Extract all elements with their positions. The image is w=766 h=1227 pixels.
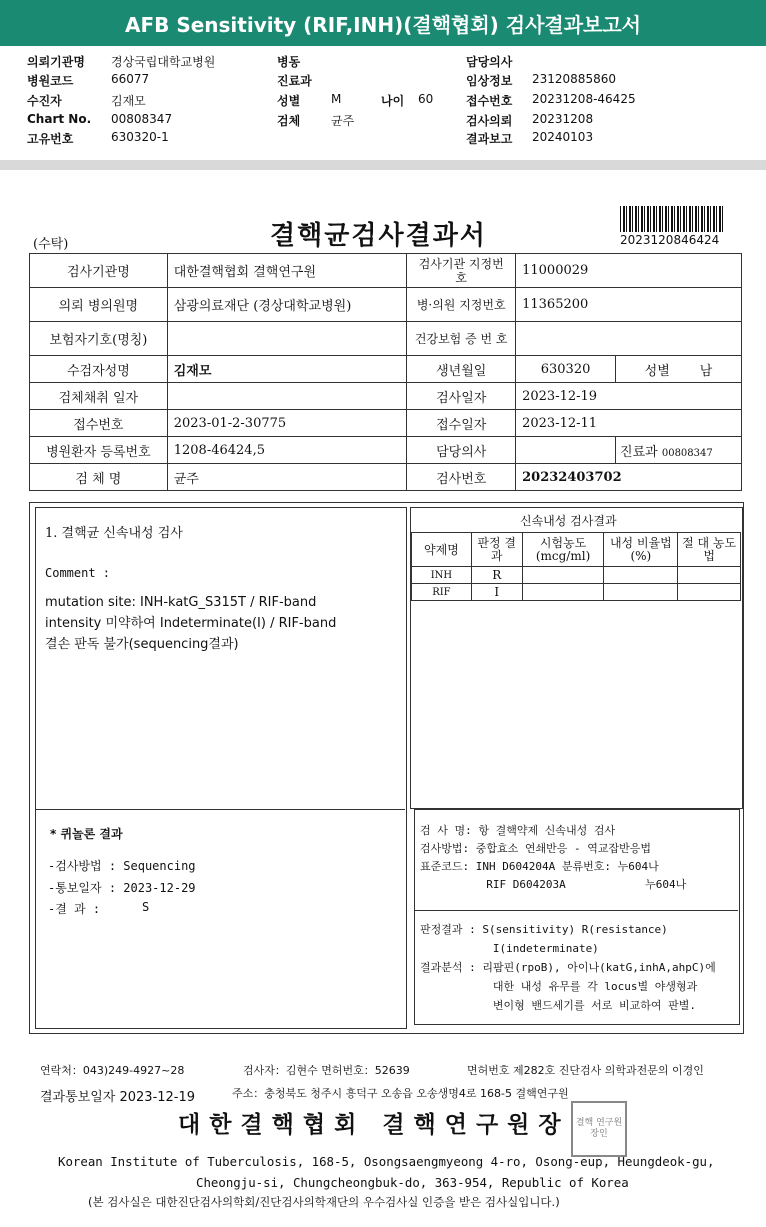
method-line: 표준코드: INH D604204A 분류번호: 누604나 bbox=[420, 860, 659, 873]
label-ward: 병동 bbox=[277, 55, 301, 69]
label-specimen: 검체 bbox=[277, 114, 301, 128]
quinolone-title: * 퀴놀론 결과 bbox=[50, 827, 123, 841]
value-sex: M bbox=[331, 92, 342, 106]
table-row bbox=[30, 322, 742, 356]
value-sex-cell: 남 bbox=[699, 363, 713, 379]
consign-label: (수탁) bbox=[33, 237, 69, 252]
value-dept-cell: 00808347 bbox=[661, 447, 713, 459]
cell-label: 접수일자 bbox=[407, 410, 516, 437]
comment-line: 결손 판독 불가(sequencing결과) bbox=[45, 637, 239, 652]
footer-english-address-2: Cheongju-si, Chungcheongbuk-do, 363-954, Republic of Korea bbox=[196, 1175, 629, 1190]
header-cell: 판정 결과 bbox=[471, 533, 522, 567]
table-row bbox=[30, 464, 742, 491]
table-row bbox=[30, 356, 742, 383]
cell-value: 2023-01-2-30775 bbox=[167, 410, 407, 437]
cell-label: 검 체 명 bbox=[30, 464, 168, 491]
barcode-number: 2023120846424 bbox=[620, 233, 720, 247]
method-divider bbox=[414, 910, 738, 911]
cell-label: 수검자성명 bbox=[30, 356, 168, 383]
cell-label: 접수번호 bbox=[30, 410, 168, 437]
report-title-bar bbox=[0, 0, 766, 46]
value-request-date: 20231208 bbox=[532, 112, 594, 126]
value-clinical-info: 23120885860 bbox=[532, 72, 616, 86]
table-row bbox=[30, 437, 742, 464]
cell-value bbox=[167, 322, 407, 356]
header-cell: 절 대 농도법 bbox=[678, 533, 741, 567]
cell-label: 검사기관명 bbox=[30, 254, 168, 288]
label-accession: 접수번호 bbox=[466, 94, 513, 108]
quinolone-result-value: S bbox=[142, 900, 150, 914]
cell-label: 건강보험 증 번 호 bbox=[407, 322, 516, 356]
footer-notify-date: 결과통보일자 2023-12-19 bbox=[40, 1090, 196, 1105]
cell-value: 11000029 bbox=[516, 254, 742, 288]
judgement-text bbox=[420, 920, 716, 1015]
value-report-date: 20240103 bbox=[532, 130, 594, 144]
judgement-line: 변이형 밴드세기를 서로 비교하여 판별. bbox=[420, 999, 696, 1012]
footer-certification: (본 검사실은 대한진단검사의학회/진단검사의학재단의 우수검사실 인증을 받은 검사실입니다.) bbox=[88, 1195, 560, 1209]
cell-value: 20232403702 bbox=[516, 464, 742, 491]
result-cell: R bbox=[471, 567, 522, 584]
judgement-line: 판정결과 : S(sensitivity) R(resistance) bbox=[420, 923, 668, 936]
footer-contact: 연락처：043)249-4927~28 bbox=[40, 1064, 185, 1077]
cell-label: 생년월일 bbox=[407, 356, 516, 383]
label-request-date: 검사의뢰 bbox=[466, 114, 513, 128]
table-row bbox=[30, 254, 742, 288]
footer-address: 주소：충청북도 청주시 흥덕구 오송읍 오송생명4로 168-5 결핵연구원 bbox=[232, 1087, 569, 1100]
drug-cell: INH bbox=[412, 567, 472, 584]
quinolone-method: -검사방법 : Sequencing bbox=[48, 859, 196, 873]
value-patient: 김재모 bbox=[111, 94, 146, 108]
cell-value: 균주 bbox=[167, 464, 407, 491]
label-chart-no: Chart No. bbox=[27, 112, 92, 126]
result-cell: I bbox=[471, 584, 522, 601]
method-line: 검사방법: 중합효소 연쇄반응 - 역교잡반응법 bbox=[420, 842, 652, 855]
cell bbox=[678, 567, 741, 584]
label-hospital-code: 병원코드 bbox=[27, 74, 74, 88]
footer-english-address-1: Korean Institute of Tuberculosis, 168-5, Osongsaengmyeong 4-ro, Osong-eup, Heungdeok-gu, bbox=[58, 1154, 715, 1169]
cell-label: 검체채취 일자 bbox=[30, 383, 168, 410]
table-header-row bbox=[412, 533, 741, 567]
barcode-graphic bbox=[620, 206, 724, 232]
table-row bbox=[412, 584, 741, 601]
value-hospital-code: 66077 bbox=[111, 72, 150, 86]
label-department: 진료과 bbox=[277, 74, 312, 88]
cell-value: 대한결핵협회 결핵연구원 bbox=[167, 254, 407, 288]
quinolone-result-label: -결 과 : bbox=[48, 902, 101, 916]
cell-value: 김재모 bbox=[167, 356, 407, 383]
cell bbox=[678, 584, 741, 601]
stamp-text: 결핵 연구원 장인 bbox=[575, 1118, 623, 1139]
table-row bbox=[30, 288, 742, 322]
judgement-line: 대한 내성 유무를 각 locus별 야생형과 bbox=[420, 980, 698, 993]
report-title: AFB Sensitivity (RIF,INH)(결핵협회) 검사결과보고서 bbox=[124, 12, 642, 37]
value-age: 60 bbox=[418, 92, 434, 106]
table-row bbox=[412, 567, 741, 584]
cell-label: 검사기관 지정번호 bbox=[407, 254, 516, 288]
header-cell: 내성 비율법(%) bbox=[604, 533, 678, 567]
cell-label: 검사일자 bbox=[407, 383, 516, 410]
section-divider bbox=[0, 160, 766, 170]
label-patient: 수진자 bbox=[27, 94, 62, 108]
info-table bbox=[29, 253, 742, 491]
cell-value: 630320 bbox=[516, 356, 616, 383]
cell bbox=[604, 584, 678, 601]
label-report-date: 결과보고 bbox=[466, 132, 513, 146]
quinolone-date: -통보일자 : 2023-12-29 bbox=[48, 881, 196, 895]
label-institution: 의뢰기관명 bbox=[27, 55, 85, 69]
comment-line: intensity 미약하여 Indeterminate(I) / RIF-band bbox=[45, 616, 337, 631]
method-line: RIF D604203A 누604나 bbox=[420, 878, 687, 891]
comment-line: mutation site: INH-katG_S315T / RIF-band bbox=[45, 595, 317, 610]
header-cell: 시험농도 (mcg/ml) bbox=[522, 533, 604, 567]
left-panel-title: 1. 결핵균 신속내성 검사 bbox=[45, 526, 183, 541]
cell-value bbox=[167, 383, 407, 410]
label-dept-cell: 진료과 bbox=[620, 444, 658, 460]
label-sex: 성별 bbox=[277, 94, 301, 108]
sensitivity-table bbox=[411, 532, 741, 601]
cell-label: 병·의원 지정번호 bbox=[407, 288, 516, 322]
label-sex-cell: 성별 bbox=[644, 363, 670, 379]
footer-organization: 대한결핵협회 결핵연구원장 bbox=[178, 1111, 570, 1138]
footer-examiner: 검사자：김현수 면허번호：52639 bbox=[243, 1064, 410, 1077]
label-unique-no: 고유번호 bbox=[27, 132, 74, 146]
cell-label: 담당의사 bbox=[407, 437, 516, 464]
value-unique-no: 630320-1 bbox=[111, 130, 169, 144]
cell-value: 11365200 bbox=[516, 288, 742, 322]
comment-label: Comment : bbox=[45, 566, 111, 580]
cell-label: 검사번호 bbox=[407, 464, 516, 491]
label-age: 나이 bbox=[381, 94, 405, 108]
cell bbox=[522, 584, 604, 601]
report-heading: 결핵균검사결과서 bbox=[270, 221, 487, 251]
value-chart-no: 00808347 bbox=[111, 112, 173, 126]
cell-label: 보험자기호(명칭) bbox=[30, 322, 168, 356]
cell-label: 의뢰 병의원명 bbox=[30, 288, 168, 322]
official-seal-stamp bbox=[571, 1101, 627, 1157]
sensitivity-title: 신속내성 검사결과 bbox=[520, 514, 617, 528]
footer-license: 면허번호 제282호 진단검사 의학과전문의 이경인 bbox=[467, 1064, 704, 1077]
cell-value: 2023-12-19 bbox=[516, 383, 742, 410]
cell-label: 병원환자 등록번호 bbox=[30, 437, 168, 464]
cell bbox=[604, 567, 678, 584]
cell-value: 2023-12-11 bbox=[516, 410, 742, 437]
value-institution: 경상국립대학교병원 bbox=[111, 55, 216, 69]
table-row bbox=[30, 383, 742, 410]
value-accession: 20231208-46425 bbox=[532, 92, 636, 106]
header-cell: 약제명 bbox=[412, 533, 472, 567]
cell-value bbox=[516, 437, 616, 464]
label-doctor: 담당의사 bbox=[466, 55, 513, 69]
table-row bbox=[30, 410, 742, 437]
cell-value bbox=[516, 322, 742, 356]
drug-cell: RIF bbox=[412, 584, 472, 601]
method-text bbox=[420, 822, 686, 894]
comment-text bbox=[45, 592, 336, 655]
label-clinical-info: 임상정보 bbox=[466, 74, 513, 88]
cell bbox=[522, 567, 604, 584]
method-line: 검 사 명: 항 결핵약제 신속내성 검사 bbox=[420, 824, 616, 837]
judgement-line: 결과분석 : 리팜핀(rpoB), 아이나(katG,inhA,ahpC)에 bbox=[420, 961, 716, 974]
judgement-line: I(indeterminate) bbox=[420, 942, 599, 955]
cell-value: 삼광의료재단 (경상대학교병원) bbox=[167, 288, 407, 322]
cell-value: 1208-46424,5 bbox=[167, 437, 407, 464]
value-specimen: 균주 bbox=[331, 114, 355, 128]
